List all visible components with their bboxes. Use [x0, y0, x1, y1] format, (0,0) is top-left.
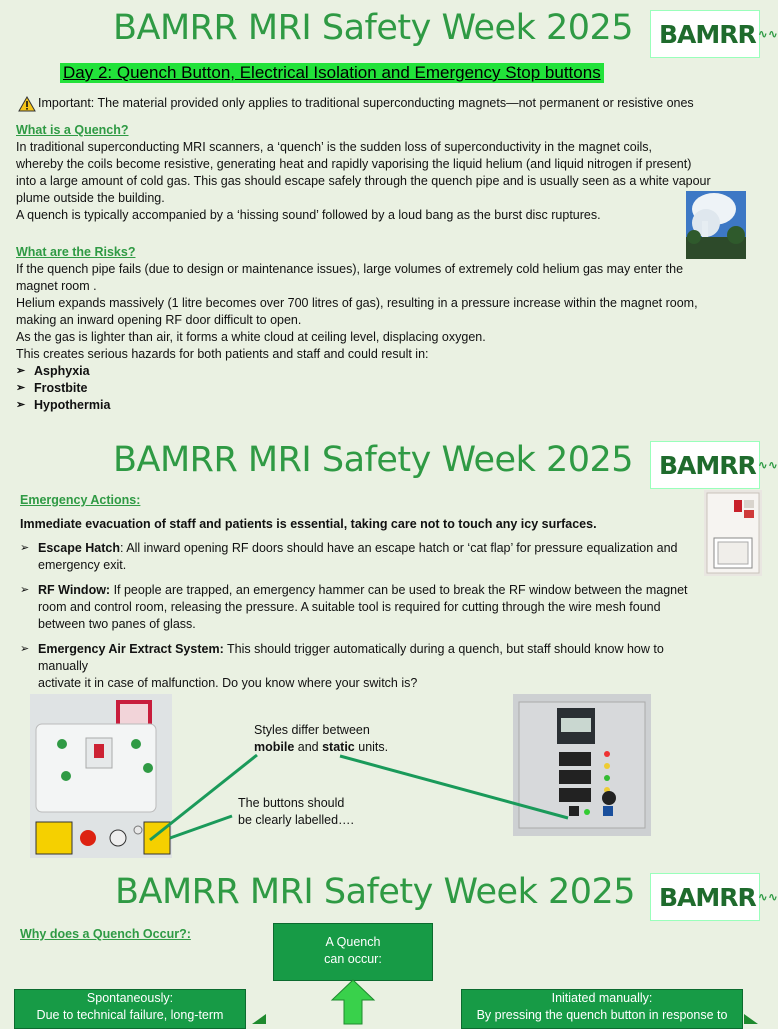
emergency-intro: Immediate evacuation of staff and patients is essential, taking care not to touch any icy surfaces. — [20, 517, 597, 531]
flow-text: A Quench — [325, 935, 381, 949]
text-line: into a large amount of cold gas. This gas should escape safely through the quench pipe and is usually seen as a white vapour — [16, 174, 711, 188]
logo-text: BAMRR — [659, 19, 756, 49]
logo-text: BAMRR — [659, 450, 756, 480]
important-text: Important: The material provided only applies to traditional superconducting magnets—not permanent or resistive ones — [38, 96, 694, 110]
list-item: ➢ Asphyxia — [16, 363, 756, 380]
text-line: plume outside the building. — [16, 191, 165, 205]
flow-text: Initiated manually: — [551, 991, 653, 1005]
item-label: Escape Hatch — [38, 541, 120, 555]
item-label: RF Window: — [38, 583, 111, 597]
text-line: In traditional superconducting MRI scanners, a ‘quench’ is the sudden loss of superconductivity in the magnet coils, — [16, 140, 652, 154]
item-text: This should trigger automatically during a quench, but staff should know how to manually — [38, 642, 664, 673]
section-heading-emergency-actions: Emergency Actions: — [20, 493, 141, 507]
text-line: This creates serious hazards for both patients and staff and could result in: — [16, 347, 429, 361]
callout-text: and — [294, 740, 323, 754]
callout-buttons-labelled — [238, 795, 354, 829]
text-line: If the quench pipe fails (due to design or maintenance issues), large volumes of extremely cold helium gas may enter the — [16, 262, 684, 276]
logo-text: BAMRR — [659, 882, 756, 912]
wave-icon: ∿∿ — [757, 27, 778, 41]
wave-icon: ∿∿ — [757, 890, 778, 904]
flow-text: Spontaneously: — [86, 991, 174, 1005]
arrow-left-icon — [252, 1014, 266, 1024]
page-title: BAMRR MRI Safety Week 2025 — [115, 872, 636, 912]
text-line: As the gas is lighter than air, it forms a white cloud at ceiling level, displacing oxygen. — [16, 330, 486, 344]
page-title: BAMRR MRI Safety Week 2025 — [113, 440, 634, 480]
flow-text: Due to technical failure, long-term — [36, 1008, 224, 1022]
callout-line-static — [340, 756, 568, 818]
flow-text: By pressing the quench button in response to — [476, 1008, 728, 1022]
item-text: : All inward opening RF doors should have an escape hatch or ‘cat flap’ for pressure equalization and — [119, 541, 678, 555]
flow-box-center — [273, 923, 433, 981]
section-heading-what-is-quench: What is a Quench? — [16, 123, 129, 137]
item-text: activate it in case of malfunction. Do you know where your switch is? — [38, 676, 418, 690]
arrow-right-icon — [744, 1014, 758, 1024]
page-title: BAMRR MRI Safety Week 2025 — [113, 8, 634, 48]
callout-styles-differ — [254, 722, 388, 756]
bamrr-logo — [650, 873, 778, 921]
wave-icon: ∿∿ — [757, 458, 778, 472]
section-heading-why-quench: Why does a Quench Occur?: — [20, 927, 191, 941]
text-line: whereby the coils become resistive, generating heat and rapidly vaporising the liquid helium (and liquid nitrogen if present) — [16, 157, 692, 171]
callout-line-buttons — [170, 816, 232, 838]
item-text: room and control room, releasing the pressure. A suitable tool is required for cutting through the wire mesh found — [38, 600, 661, 614]
text-line: Helium expands massively (1 litre becomes over 700 litres of gas), resulting in a pressure increase within the magnet room, — [16, 296, 698, 310]
item-text: If people are trapped, an emergency hammer can be used to break the RF window between the magnet — [110, 583, 688, 597]
callout-static: static — [322, 740, 355, 754]
callout-text: be clearly labelled…. — [238, 813, 355, 827]
callout-mobile: mobile — [254, 740, 295, 754]
flow-text: can occur: — [324, 952, 382, 966]
flow-box-manual — [461, 989, 743, 1029]
text-line: magnet room . — [16, 279, 97, 293]
item-text: between two panes of glass. — [38, 617, 196, 631]
section-heading-risks: What are the Risks? — [16, 245, 136, 259]
text-line: A quench is typically accompanied by a ‘hissing sound’ followed by a loud bang as the burst disc ruptures. — [16, 208, 601, 222]
day-heading: Day 2: Quench Button, Electrical Isolation and Emergency Stop buttons — [60, 63, 604, 83]
item-label: Emergency Air Extract System: — [38, 642, 224, 656]
up-arrow-icon — [330, 980, 376, 1024]
callout-text: The buttons should — [238, 796, 345, 810]
list-item: ➢ Frostbite — [16, 380, 756, 397]
callout-text: units. — [354, 740, 389, 754]
flow-box-spontaneous — [14, 989, 246, 1029]
text-line: making an inward opening RF door difficult to open. — [16, 313, 302, 327]
item-text: emergency exit. — [38, 558, 127, 572]
list-item: ➢ Hypothermia — [16, 397, 756, 414]
callout-text: Styles differ between — [254, 723, 370, 737]
